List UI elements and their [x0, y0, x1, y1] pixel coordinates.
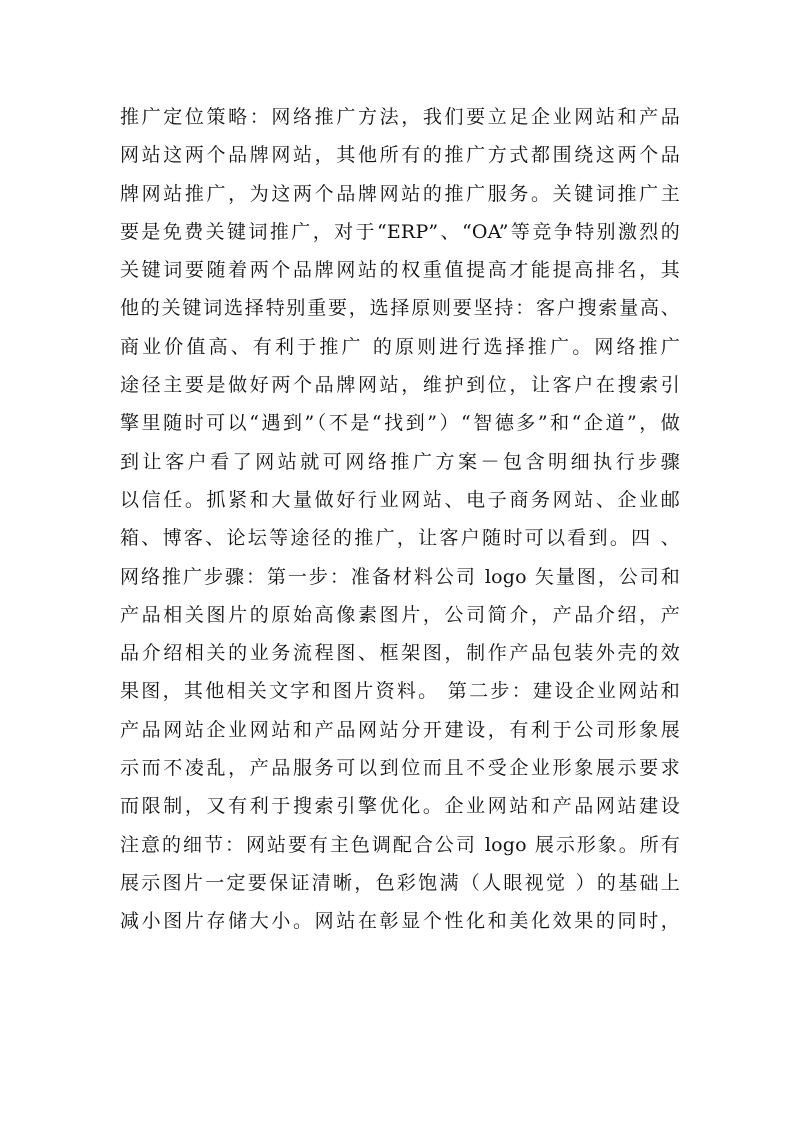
text-line: 推广定位策略：网络推广方法，我们要立足企业网站和产品	[120, 106, 680, 128]
text-line: 要是免费关键词推广，对于“ERP”、“OA”等竞争特别激烈的	[120, 220, 680, 243]
body-paragraph	[120, 98, 680, 941]
text-line: 网站这两个品牌网站，其他所有的推广方式都围绕这两个品	[120, 144, 680, 167]
text-line: 品介绍相关的业务流程图、框架图，制作产品包装外壳的效	[120, 642, 680, 665]
text-line: 途径主要是做好两个品牌网站，维护到位，让客户在搜索引	[120, 374, 680, 397]
text-line: 商业价值高、有利于推广 的原则进行选择推广。网络推广	[120, 335, 680, 358]
text-line: 示而不凌乱，产品服务可以到位而且不受企业形象展示要求	[120, 757, 680, 780]
text-line: 他的关键词选择特别重要，选择原则要坚持：客户搜索量高、	[120, 297, 680, 320]
text-line: 到让客户看了网站就可网络推广方案－包含明细执行步骤	[120, 450, 680, 473]
text-line: 擎里随时可以“遇到”（不是“找到”）“智德多”和“企道”，做	[120, 412, 680, 435]
text-line: 箱、博客、论坛等途径的推广，让客户随时可以看到。四 、	[120, 527, 680, 550]
text-line: 产品相关图片的原始高像素图片，公司简介，产品介绍，产	[120, 603, 680, 626]
text-line: 果图，其他相关文字和图片资料。 第二步：建设企业网站和	[120, 680, 680, 703]
text-line: 注意的细节：网站要有主色调配合公司 logo 展示形象。所有	[120, 833, 680, 856]
text-line: 产品网站企业网站和产品网站分开建设，有利于公司形象展	[120, 718, 680, 741]
text-line: 展示图片一定要保证清晰，色彩饱满（人眼视觉 ）的基础上	[120, 871, 680, 894]
text-line: 以信任。抓紧和大量做好行业网站、电子商务网站、企业邮	[120, 488, 680, 511]
text-line: 关键词要随着两个品牌网站的权重值提高才能提高排名，其	[120, 259, 680, 282]
text-line: 减小图片存储大小。网站在彰显个性化和美化效果的同时，	[120, 910, 680, 933]
text-line: 而限制，又有利于搜索引擎优化。企业网站和产品网站建设	[120, 795, 680, 818]
text-line: 网络推广步骤：第一步：准备材料公司 logo 矢量图，公司和	[120, 565, 680, 588]
text-line: 牌网站推广，为这两个品牌网站的推广服务。关键词推广主	[120, 182, 680, 205]
